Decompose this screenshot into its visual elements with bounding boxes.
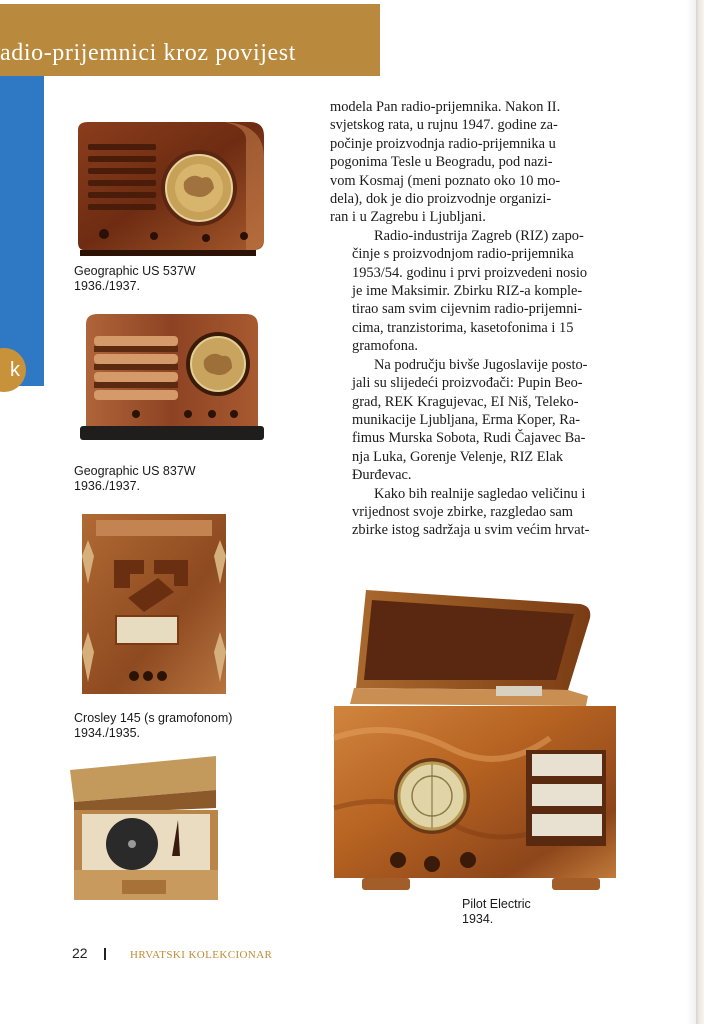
caption-years: 1934. bbox=[462, 912, 494, 926]
text-line: dela), dok je dio proizvodnje organizi- bbox=[330, 191, 552, 208]
caption-model: Pilot Electric bbox=[462, 897, 531, 911]
photo-caption bbox=[462, 897, 531, 927]
article-text bbox=[330, 98, 610, 540]
text-line: cima, tranzistorima, kasetofonima i 15 bbox=[352, 319, 574, 336]
photo-caption bbox=[74, 264, 196, 294]
text-line: svjetskog rata, u rujnu 1947. godine za- bbox=[330, 117, 558, 134]
text-line: jali su slijedeći proizvođači: Pupin Beo- bbox=[352, 375, 583, 392]
caption-years: 1934./1935. bbox=[74, 726, 141, 740]
page-gutter bbox=[696, 0, 704, 1024]
gramophone-cabinet-photo bbox=[66, 752, 222, 904]
text-line: zbirke istog sadržaja u svim većim hrvat- bbox=[352, 522, 590, 539]
text-line: munikacije Ljubljana, Erma Koper, Ra- bbox=[352, 411, 580, 428]
radio-photo-crosley-145 bbox=[78, 512, 230, 698]
text-line: počinje proizvodnja radio-prijemnika u bbox=[330, 135, 556, 152]
text-line: 1953/54. godinu i prvi proizvedeni nosio bbox=[352, 264, 588, 281]
side-tab bbox=[0, 76, 44, 386]
text-line: Na području bivše Jugoslavije posto- bbox=[374, 356, 588, 373]
caption-model: Geographic US 537W bbox=[74, 264, 196, 278]
text-line: vom Kosmaj (meni poznato oko 10 mo- bbox=[330, 172, 561, 189]
text-line: pogonima Tesle u Beogradu, pod nazi- bbox=[330, 154, 553, 171]
text-line: Kako bih realnije sagledao veličinu i bbox=[374, 485, 586, 502]
radio-photo-geographic-837w bbox=[80, 310, 264, 452]
text-line: je ime Maksimir. Zbirku RIZ-a komple- bbox=[352, 283, 583, 300]
text-line: ran i u Zagrebu i Ljubljani. bbox=[330, 209, 486, 226]
text-line: vrijednost svoje zbirke, razgledao sam bbox=[352, 503, 573, 520]
section-title: adio-prijemnici kroz povijest bbox=[0, 40, 296, 66]
caption-years: 1936./1937. bbox=[74, 479, 141, 493]
page-number: 22 bbox=[72, 945, 88, 961]
radio-photo-pilot-electric bbox=[330, 588, 622, 896]
text-line: Đurđevac. bbox=[352, 467, 412, 484]
magazine-name: HRVATSKI KOLEKCIONAR bbox=[130, 949, 273, 961]
caption-years: 1936./1937. bbox=[74, 279, 141, 293]
caption-model: Geographic US 837W bbox=[74, 464, 196, 478]
photo-caption bbox=[74, 464, 196, 494]
text-line: činje s proizvodnjom radio-prijemnika bbox=[352, 246, 574, 263]
page-gutter-shadow bbox=[686, 0, 696, 1024]
text-line: gramofona. bbox=[352, 338, 418, 355]
text-line: fimus Murska Sobota, Rudi Čajavec Ba- bbox=[352, 430, 586, 447]
text-line: Radio-industrija Zagreb (RIZ) zapo- bbox=[374, 227, 584, 244]
footer-divider bbox=[104, 948, 106, 960]
text-line: grad, REK Kragujevac, EI Niš, Teleko- bbox=[352, 393, 579, 410]
text-line: modela Pan radio-prijemnika. Nakon II. bbox=[330, 99, 561, 115]
radio-photo-geographic-537w bbox=[74, 118, 270, 270]
caption-model: Crosley 145 (s gramofonom) bbox=[74, 711, 233, 725]
photo-caption bbox=[74, 711, 232, 741]
side-tab-marker: k bbox=[0, 348, 26, 392]
text-line: nja Luka, Gorenje Velenje, RIZ Elak bbox=[352, 448, 564, 465]
text-line: tirao sam svim cijevnim radio-prijemni- bbox=[352, 301, 583, 318]
